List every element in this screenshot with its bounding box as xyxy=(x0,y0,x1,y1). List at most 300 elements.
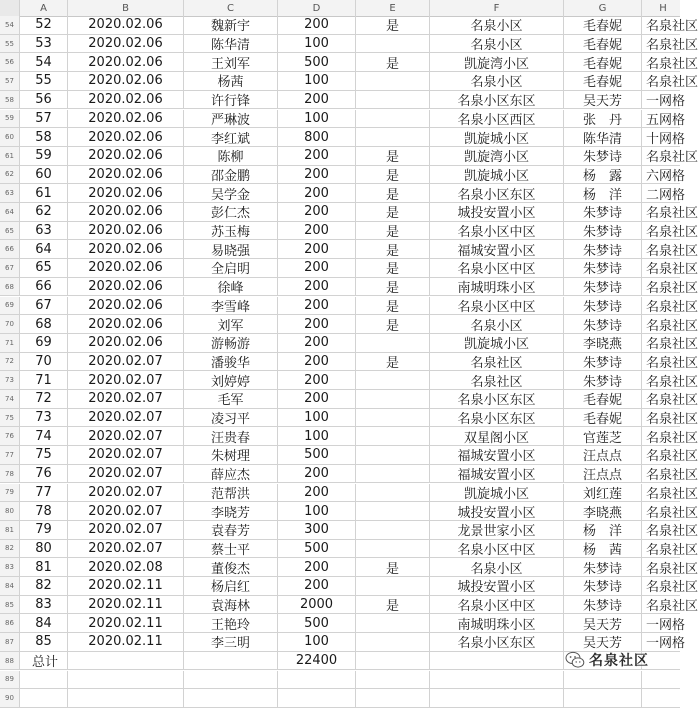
cell-e[interactable]: 是 xyxy=(356,315,430,333)
row-number[interactable]: 83 xyxy=(0,558,20,576)
column-header-a[interactable]: A xyxy=(20,0,68,16)
cell-c[interactable]: 凌习平 xyxy=(184,409,278,427)
cell-h[interactable]: 一网格 xyxy=(646,636,686,652)
cell-b[interactable]: 2020.02.07 xyxy=(68,521,184,539)
cell-f[interactable]: 名泉小区中区 xyxy=(430,596,564,614)
cell-e[interactable] xyxy=(356,446,430,464)
row-number[interactable]: 56 xyxy=(0,53,20,71)
cell-a[interactable]: 57 xyxy=(20,110,68,128)
cell-a[interactable]: 55 xyxy=(20,72,68,90)
cell-g[interactable]: 朱梦诗 xyxy=(564,278,642,296)
cell-g[interactable]: 张 丹 xyxy=(564,110,642,128)
cell-g[interactable]: 汪点点 xyxy=(564,465,642,483)
cell-b[interactable]: 2020.02.06 xyxy=(68,128,184,146)
cell-h[interactable]: 名泉社区 xyxy=(646,580,698,596)
row-number[interactable]: 65 xyxy=(0,222,20,240)
cell-d[interactable]: 200 xyxy=(278,315,356,333)
cell-d[interactable]: 500 xyxy=(278,53,356,71)
cell-c[interactable]: 邵金鹏 xyxy=(184,166,278,184)
cell-a[interactable]: 68 xyxy=(20,315,68,333)
cell-d[interactable]: 200 xyxy=(278,203,356,221)
cell-d[interactable]: 100 xyxy=(278,35,356,53)
row-number[interactable]: 84 xyxy=(0,577,20,595)
cell-g[interactable]: 汪点点 xyxy=(564,446,642,464)
cell-e[interactable] xyxy=(356,35,430,53)
cell-h[interactable]: 名泉社区 xyxy=(646,412,698,428)
cell-g[interactable]: 朱梦诗 xyxy=(564,596,642,614)
cell-b[interactable]: 2020.02.06 xyxy=(68,259,184,277)
cell-b[interactable]: 2020.02.07 xyxy=(68,446,184,464)
cell-c[interactable]: 陈华清 xyxy=(184,35,278,53)
cell-e[interactable] xyxy=(356,465,430,483)
row-number[interactable]: 81 xyxy=(0,521,20,539)
cell-g[interactable]: 吴天芳 xyxy=(564,91,642,109)
cell-a[interactable]: 80 xyxy=(20,540,68,558)
cell-d[interactable]: 200 xyxy=(278,334,356,352)
row-number[interactable]: 60 xyxy=(0,128,20,146)
cell-e[interactable] xyxy=(356,484,430,502)
cell-e[interactable]: 是 xyxy=(356,240,430,258)
cell-a[interactable]: 81 xyxy=(20,558,68,576)
row-number[interactable]: 55 xyxy=(0,35,20,53)
cell-f[interactable]: 名泉小区西区 xyxy=(430,110,564,128)
cell-f[interactable]: 名泉小区中区 xyxy=(430,540,564,558)
cell-h[interactable]: 名泉社区 xyxy=(646,75,698,91)
cell-f[interactable]: 名泉小区东区 xyxy=(430,390,564,408)
row-number[interactable]: 70 xyxy=(0,315,20,333)
cell-b[interactable]: 2020.02.07 xyxy=(68,540,184,558)
cell-d[interactable]: 200 xyxy=(278,484,356,502)
cell-e[interactable]: 是 xyxy=(356,596,430,614)
cell-b[interactable]: 2020.02.06 xyxy=(68,240,184,258)
cell-h[interactable]: 名泉社区 xyxy=(646,56,698,72)
cell-a[interactable]: 72 xyxy=(20,390,68,408)
cell-c[interactable]: 刘军 xyxy=(184,315,278,333)
cell-b[interactable]: 2020.02.07 xyxy=(68,353,184,371)
cell-h[interactable] xyxy=(642,671,680,689)
cell-f[interactable]: 名泉小区 xyxy=(430,72,564,90)
cell-e[interactable] xyxy=(356,72,430,90)
cell-e[interactable] xyxy=(356,652,430,670)
cell-h[interactable]: 名泉社区 xyxy=(646,318,698,334)
cell-h[interactable]: 名泉社区 xyxy=(646,561,698,577)
cell-c[interactable] xyxy=(184,652,278,670)
cell-b[interactable] xyxy=(68,652,184,670)
cell-g[interactable]: 陈华清 xyxy=(564,128,642,146)
cell-a[interactable]: 53 xyxy=(20,35,68,53)
row-number[interactable]: 61 xyxy=(0,147,20,165)
cell-g[interactable]: 杨 茜 xyxy=(564,540,642,558)
cell-e[interactable]: 是 xyxy=(356,297,430,315)
cell-d[interactable]: 200 xyxy=(278,558,356,576)
cell-e[interactable] xyxy=(356,671,430,689)
cell-b[interactable]: 2020.02.06 xyxy=(68,203,184,221)
cell-h[interactable]: 名泉社区 xyxy=(646,468,698,484)
row-number[interactable]: 87 xyxy=(0,633,20,651)
cell-f[interactable]: 凯旋湾小区 xyxy=(430,147,564,165)
cell-g[interactable]: 刘红莲 xyxy=(564,484,642,502)
cell-c[interactable]: 朱树理 xyxy=(184,446,278,464)
cell-a[interactable]: 85 xyxy=(20,633,68,651)
cell-f[interactable]: 名泉小区东区 xyxy=(430,184,564,202)
cell-b[interactable]: 2020.02.07 xyxy=(68,502,184,520)
cell-f[interactable]: 名泉小区中区 xyxy=(430,297,564,315)
cell-e[interactable] xyxy=(356,689,430,707)
row-number[interactable]: 74 xyxy=(0,390,20,408)
cell-c[interactable]: 魏新宇 xyxy=(184,16,278,34)
cell-g[interactable]: 杨 洋 xyxy=(564,521,642,539)
cell-c[interactable]: 陈柳 xyxy=(184,147,278,165)
cell-b[interactable]: 2020.02.07 xyxy=(68,390,184,408)
cell-d[interactable]: 200 xyxy=(278,184,356,202)
cell-d[interactable]: 200 xyxy=(278,353,356,371)
cell-e[interactable]: 是 xyxy=(356,278,430,296)
cell-g[interactable]: 李晓燕 xyxy=(564,502,642,520)
cell-b[interactable]: 2020.02.11 xyxy=(68,577,184,595)
cell-d[interactable]: 200 xyxy=(278,390,356,408)
cell-g[interactable] xyxy=(564,689,642,707)
cell-b[interactable]: 2020.02.11 xyxy=(68,614,184,632)
cell-b[interactable]: 2020.02.11 xyxy=(68,596,184,614)
cell-h[interactable] xyxy=(642,689,680,707)
cell-g[interactable]: 朱梦诗 xyxy=(564,558,642,576)
cell-e[interactable] xyxy=(356,390,430,408)
cell-c[interactable] xyxy=(184,671,278,689)
cell-f[interactable]: 城投安置小区 xyxy=(430,577,564,595)
column-header-d[interactable]: D xyxy=(278,0,356,16)
cell-h[interactable]: 名泉社区 xyxy=(646,281,698,297)
column-header-h[interactable]: H xyxy=(659,2,667,14)
cell-b[interactable]: 2020.02.06 xyxy=(68,91,184,109)
cell-f[interactable]: 名泉小区 xyxy=(430,35,564,53)
cell-b[interactable]: 2020.02.07 xyxy=(68,427,184,445)
cell-f[interactable] xyxy=(430,671,564,689)
row-number[interactable]: 67 xyxy=(0,259,20,277)
cell-h[interactable]: 六网格 xyxy=(646,168,686,184)
cell-d[interactable]: 200 xyxy=(278,91,356,109)
cell-f[interactable]: 名泉小区中区 xyxy=(430,259,564,277)
cell-c[interactable]: 吴学金 xyxy=(184,184,278,202)
cell-a[interactable]: 70 xyxy=(20,353,68,371)
cell-g[interactable]: 吴天芳 xyxy=(564,614,642,632)
cell-g[interactable]: 朱梦诗 xyxy=(564,297,642,315)
row-number[interactable]: 68 xyxy=(0,278,20,296)
cell-g[interactable]: 朱梦诗 xyxy=(564,222,642,240)
cell-e[interactable] xyxy=(356,91,430,109)
cell-f[interactable]: 名泉小区 xyxy=(430,16,564,34)
row-number[interactable]: 86 xyxy=(0,614,20,632)
cell-g[interactable]: 毛春妮 xyxy=(564,16,642,34)
column-header-f[interactable]: F xyxy=(430,0,564,16)
cell-a[interactable]: 54 xyxy=(20,53,68,71)
cell-h[interactable]: 名泉社区 xyxy=(646,243,698,259)
cell-g[interactable] xyxy=(564,671,642,689)
cell-a[interactable]: 82 xyxy=(20,577,68,595)
cell-f[interactable]: 城投安置小区 xyxy=(430,203,564,221)
cell-e[interactable]: 是 xyxy=(356,184,430,202)
row-number[interactable]: 64 xyxy=(0,203,20,221)
cell-f[interactable]: 名泉社区 xyxy=(430,371,564,389)
cell-f[interactable]: 名泉小区东区 xyxy=(430,633,564,651)
cell-e[interactable] xyxy=(356,371,430,389)
cell-a[interactable]: 66 xyxy=(20,278,68,296)
cell-f[interactable]: 南城明珠小区 xyxy=(430,614,564,632)
cell-c[interactable]: 薛应杰 xyxy=(184,465,278,483)
cell-f[interactable]: 名泉小区东区 xyxy=(430,409,564,427)
cell-f[interactable]: 福城安置小区 xyxy=(430,240,564,258)
cell-f[interactable]: 福城安置小区 xyxy=(430,465,564,483)
cell-c[interactable]: 袁海林 xyxy=(184,596,278,614)
cell-a[interactable]: 69 xyxy=(20,334,68,352)
cell-d[interactable]: 2000 xyxy=(278,596,356,614)
cell-a[interactable]: 73 xyxy=(20,409,68,427)
row-number[interactable]: 85 xyxy=(0,596,20,614)
cell-e[interactable] xyxy=(356,502,430,520)
cell-f[interactable]: 龙景世家小区 xyxy=(430,521,564,539)
cell-e[interactable]: 是 xyxy=(356,558,430,576)
cell-c[interactable]: 刘婷婷 xyxy=(184,371,278,389)
cell-b[interactable]: 2020.02.06 xyxy=(68,222,184,240)
row-number[interactable]: 90 xyxy=(0,689,20,707)
cell-g[interactable]: 朱梦诗 xyxy=(564,240,642,258)
cell-d[interactable] xyxy=(278,689,356,707)
cell-d[interactable]: 200 xyxy=(278,240,356,258)
row-number[interactable]: 76 xyxy=(0,427,20,445)
cell-e[interactable] xyxy=(356,427,430,445)
row-number[interactable]: 77 xyxy=(0,446,20,464)
cell-b[interactable]: 2020.02.07 xyxy=(68,409,184,427)
total-amount[interactable]: 22400 xyxy=(278,652,356,670)
cell-d[interactable]: 100 xyxy=(278,409,356,427)
cell-c[interactable]: 范帮洪 xyxy=(184,484,278,502)
cell-a[interactable]: 78 xyxy=(20,502,68,520)
cell-f[interactable]: 凯旋湾小区 xyxy=(430,53,564,71)
cell-b[interactable] xyxy=(68,689,184,707)
row-number[interactable]: 62 xyxy=(0,166,20,184)
row-number[interactable]: 69 xyxy=(0,297,20,315)
cell-f[interactable]: 名泉社区 xyxy=(430,353,564,371)
cell-d[interactable]: 200 xyxy=(278,16,356,34)
cell-f[interactable]: 名泉小区中区 xyxy=(430,222,564,240)
cell-c[interactable]: 李红斌 xyxy=(184,128,278,146)
cell-c[interactable]: 李晓芳 xyxy=(184,502,278,520)
row-number[interactable]: 54 xyxy=(0,16,20,34)
cell-a[interactable] xyxy=(20,671,68,689)
cell-h[interactable]: 名泉社区 xyxy=(646,542,698,558)
cell-c[interactable] xyxy=(184,689,278,707)
cell-c[interactable]: 董俊杰 xyxy=(184,558,278,576)
cell-g[interactable]: 毛春妮 xyxy=(564,72,642,90)
select-all-corner[interactable] xyxy=(0,0,20,16)
cell-b[interactable]: 2020.02.06 xyxy=(68,53,184,71)
cell-h[interactable]: 名泉社区 xyxy=(646,262,698,278)
cell-f[interactable]: 凯旋城小区 xyxy=(430,334,564,352)
cell-a[interactable]: 62 xyxy=(20,203,68,221)
cell-a[interactable]: 56 xyxy=(20,91,68,109)
cell-f[interactable] xyxy=(430,689,564,707)
cell-h[interactable]: 名泉社区 xyxy=(646,486,698,502)
cell-e[interactable]: 是 xyxy=(356,353,430,371)
cell-h[interactable]: 名泉社区 xyxy=(646,524,698,540)
cell-a[interactable]: 75 xyxy=(20,446,68,464)
cell-d[interactable]: 100 xyxy=(278,110,356,128)
row-number[interactable]: 57 xyxy=(0,72,20,90)
cell-b[interactable]: 2020.02.06 xyxy=(68,35,184,53)
cell-a[interactable]: 59 xyxy=(20,147,68,165)
cell-c[interactable]: 杨茜 xyxy=(184,72,278,90)
cell-d[interactable]: 200 xyxy=(278,577,356,595)
cell-d[interactable]: 100 xyxy=(278,502,356,520)
cell-b[interactable] xyxy=(68,671,184,689)
row-number[interactable]: 59 xyxy=(0,110,20,128)
cell-a[interactable]: 76 xyxy=(20,465,68,483)
cell-h[interactable]: 名泉社区 xyxy=(646,430,698,446)
row-number[interactable]: 75 xyxy=(0,409,20,427)
row-number[interactable]: 88 xyxy=(0,652,20,670)
cell-h[interactable]: 一网格 xyxy=(646,617,686,633)
cell-h[interactable]: 十网格 xyxy=(646,131,686,147)
cell-d[interactable]: 200 xyxy=(278,166,356,184)
cell-b[interactable]: 2020.02.07 xyxy=(68,465,184,483)
cell-b[interactable]: 2020.02.07 xyxy=(68,371,184,389)
cell-c[interactable]: 李雪峰 xyxy=(184,297,278,315)
cell-b[interactable]: 2020.02.06 xyxy=(68,72,184,90)
cell-b[interactable]: 2020.02.06 xyxy=(68,147,184,165)
cell-a[interactable]: 60 xyxy=(20,166,68,184)
cell-c[interactable]: 全启明 xyxy=(184,259,278,277)
cell-f[interactable]: 福城安置小区 xyxy=(430,446,564,464)
cell-c[interactable]: 李三明 xyxy=(184,633,278,651)
cell-c[interactable]: 王刘军 xyxy=(184,53,278,71)
column-header-c[interactable]: C xyxy=(184,0,278,16)
cell-c[interactable]: 严琳波 xyxy=(184,110,278,128)
cell-e[interactable] xyxy=(356,128,430,146)
cell-f[interactable]: 凯旋城小区 xyxy=(430,166,564,184)
cell-g[interactable]: 朱梦诗 xyxy=(564,577,642,595)
cell-e[interactable]: 是 xyxy=(356,166,430,184)
cell-f[interactable]: 双星阁小区 xyxy=(430,427,564,445)
cell-d[interactable]: 100 xyxy=(278,633,356,651)
cell-g[interactable]: 杨 洋 xyxy=(564,184,642,202)
cell-d[interactable]: 200 xyxy=(278,278,356,296)
cell-h[interactable]: 名泉社区 xyxy=(646,599,698,615)
cell-b[interactable]: 2020.02.06 xyxy=(68,297,184,315)
row-number[interactable]: 72 xyxy=(0,353,20,371)
cell-a[interactable]: 79 xyxy=(20,521,68,539)
cell-g[interactable]: 官莲芝 xyxy=(564,427,642,445)
cell-d[interactable]: 200 xyxy=(278,465,356,483)
cell-d[interactable]: 200 xyxy=(278,371,356,389)
cell-g[interactable]: 朱梦诗 xyxy=(564,353,642,371)
cell-h[interactable]: 名泉社区 xyxy=(646,355,698,371)
row-number[interactable]: 73 xyxy=(0,371,20,389)
cell-e[interactable]: 是 xyxy=(356,259,430,277)
cell-c[interactable]: 蔡士平 xyxy=(184,540,278,558)
cell-e[interactable] xyxy=(356,521,430,539)
cell-h[interactable]: 名泉社区 xyxy=(646,374,698,390)
cell-g[interactable]: 毛春妮 xyxy=(564,53,642,71)
cell-h[interactable]: 名泉社区 xyxy=(646,299,698,315)
cell-d[interactable]: 500 xyxy=(278,540,356,558)
cell-d[interactable]: 100 xyxy=(278,72,356,90)
cell-d[interactable]: 300 xyxy=(278,521,356,539)
cell-e[interactable]: 是 xyxy=(356,147,430,165)
cell-e[interactable]: 是 xyxy=(356,53,430,71)
cell-c[interactable]: 徐峰 xyxy=(184,278,278,296)
cell-a[interactable]: 67 xyxy=(20,297,68,315)
cell-g[interactable]: 吴天芳 xyxy=(564,633,642,651)
cell-d[interactable]: 800 xyxy=(278,128,356,146)
cell-b[interactable]: 2020.02.11 xyxy=(68,633,184,651)
cell-b[interactable]: 2020.02.06 xyxy=(68,110,184,128)
cell-h[interactable]: 名泉社区 xyxy=(646,337,698,353)
cell-a[interactable]: 84 xyxy=(20,614,68,632)
cell-f[interactable]: 南城明珠小区 xyxy=(430,278,564,296)
row-number[interactable]: 58 xyxy=(0,91,20,109)
cell-f[interactable]: 名泉小区 xyxy=(430,315,564,333)
cell-c[interactable]: 毛军 xyxy=(184,390,278,408)
cell-e[interactable] xyxy=(356,614,430,632)
cell-d[interactable]: 100 xyxy=(278,427,356,445)
cell-h[interactable]: 名泉社区 xyxy=(646,206,698,222)
row-number[interactable]: 89 xyxy=(0,671,20,689)
cell-e[interactable] xyxy=(356,334,430,352)
cell-a[interactable]: 83 xyxy=(20,596,68,614)
cell-h[interactable]: 名泉社区 xyxy=(646,505,698,521)
cell-h[interactable]: 名泉社区 xyxy=(646,225,698,241)
cell-d[interactable]: 200 xyxy=(278,259,356,277)
cell-h[interactable]: 名泉社区 xyxy=(646,449,698,465)
cell-b[interactable]: 2020.02.06 xyxy=(68,184,184,202)
cell-a[interactable]: 71 xyxy=(20,371,68,389)
cell-c[interactable]: 苏玉梅 xyxy=(184,222,278,240)
cell-f[interactable] xyxy=(430,652,564,670)
cell-c[interactable]: 王艳玲 xyxy=(184,614,278,632)
cell-e[interactable]: 是 xyxy=(356,16,430,34)
cell-g[interactable]: 杨 露 xyxy=(564,166,642,184)
row-number[interactable]: 78 xyxy=(0,465,20,483)
cell-a[interactable]: 52 xyxy=(20,16,68,34)
cell-a[interactable]: 63 xyxy=(20,222,68,240)
cell-h[interactable]: 名泉社区 xyxy=(646,19,698,35)
cell-d[interactable]: 500 xyxy=(278,614,356,632)
cell-a[interactable]: 64 xyxy=(20,240,68,258)
cell-a[interactable]: 65 xyxy=(20,259,68,277)
cell-e[interactable] xyxy=(356,409,430,427)
cell-e[interactable] xyxy=(356,577,430,595)
cell-e[interactable] xyxy=(356,110,430,128)
cell-g[interactable]: 朱梦诗 xyxy=(564,203,642,221)
cell-g[interactable]: 朱梦诗 xyxy=(564,259,642,277)
cell-h[interactable]: 名泉社区 xyxy=(646,38,698,54)
cell-f[interactable]: 名泉小区 xyxy=(430,558,564,576)
cell-h[interactable]: 二网格 xyxy=(646,187,686,203)
cell-b[interactable]: 2020.02.06 xyxy=(68,315,184,333)
cell-g[interactable]: 毛春妮 xyxy=(564,390,642,408)
row-number[interactable]: 80 xyxy=(0,502,20,520)
cell-c[interactable]: 许行锋 xyxy=(184,91,278,109)
cell-a[interactable]: 61 xyxy=(20,184,68,202)
cell-c[interactable]: 潘骏华 xyxy=(184,353,278,371)
cell-c[interactable]: 易晓强 xyxy=(184,240,278,258)
cell-f[interactable]: 名泉小区东区 xyxy=(430,91,564,109)
cell-c[interactable]: 汪贵春 xyxy=(184,427,278,445)
cell-g[interactable]: 朱梦诗 xyxy=(564,315,642,333)
column-header-b[interactable]: B xyxy=(68,0,184,16)
row-number[interactable]: 82 xyxy=(0,540,20,558)
cell-d[interactable]: 500 xyxy=(278,446,356,464)
row-number[interactable]: 71 xyxy=(0,334,20,352)
